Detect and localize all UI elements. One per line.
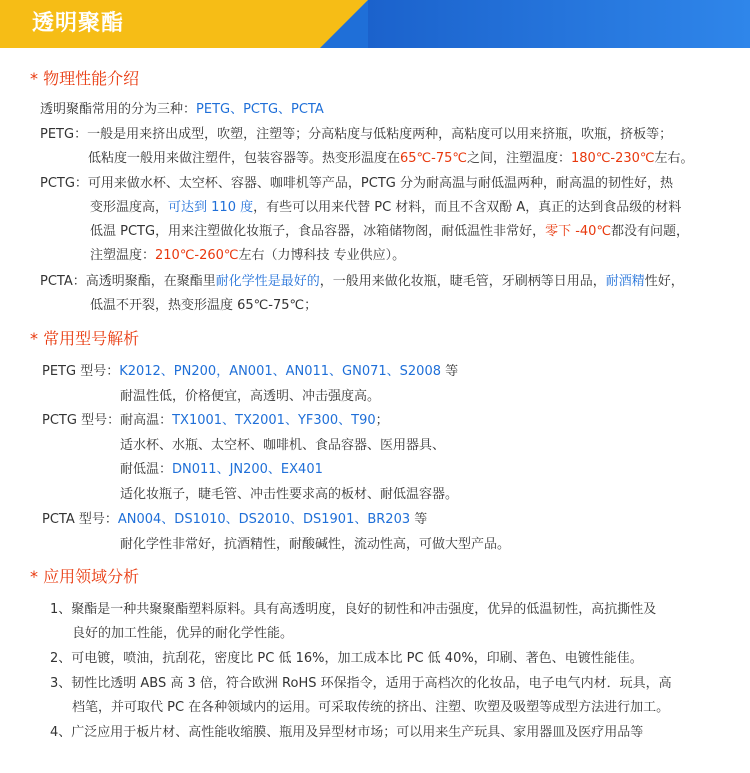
model-pcta-codes: AN004、DS1010、DS2010、DS1901、BR203 (117, 512, 411, 527)
section-heading-models: * 常用型号解析 (30, 329, 140, 348)
pctg-line-2-c: ，有些可以用来代替 PC 材料，而且不含双酚 A，真正的达到食品级的材料 (253, 200, 682, 215)
pctg-line-2 (90, 199, 681, 217)
pcta-alcohol-resistance: 耐酒精 (605, 274, 645, 289)
pcta-chem-resistance: 耐化学性是最好的 (215, 274, 320, 289)
model-pctg-label: PCTG 型号： (42, 413, 121, 428)
pcta-line-1-e: 性好， (644, 274, 684, 289)
application-item-3-line-2: 档笔，并可取代 PC 在各种领域内的运用。可采取传统的挤出、注塑、吹塑及吸塑等成型方法进行加工。 (72, 700, 670, 715)
application-item-1-line-1: 1、聚酯是一种共聚聚酯塑料原料。具有高透明度，良好的韧性和冲击强度，优异的低温韧性，高抗撕性及 (50, 602, 657, 617)
petg-line-2-c: 之间，注塑温度： (467, 151, 572, 166)
application-item-4-line-1: 4、广泛应用于板片材、高性能收缩膜、瓶用及异型材市场；可以用来生产玩具、家用器皿及医疗用品等 (50, 725, 644, 740)
model-pctg-high-line (42, 412, 389, 430)
pctg-minus-40: 零下 -40℃ (545, 224, 612, 239)
model-petg-codes: K2012、PN200，AN001、AN011、GN071、S2008 (119, 364, 441, 379)
application-item-2-line-1: 2、可电镀，喷油，抗刮花，密度比 PC 低 16%，加工成本比 PC 低 40%，印刷、著色、电镀性能佳。 (50, 651, 643, 666)
intro-label: 透明聚酯常用的分为三种： (40, 102, 197, 117)
header-diagonal (320, 0, 368, 48)
model-pctg-low-desc: 适化妆瓶子，睫毛管、冲击性要求高的板材、耐低温容器。 (120, 487, 459, 502)
pctg-line-4-a: 注塑温度： (90, 248, 156, 263)
pctg-line-4-c: 左右（力博科技 专业供应）。 (238, 248, 406, 263)
model-pctg-low-label: 耐低温： (120, 462, 173, 477)
model-pcta-label: PCTA 型号： (42, 512, 118, 527)
pctg-110-degree: 可达到 110 度 (168, 200, 254, 215)
page-title: 透明聚酯 (32, 11, 125, 36)
pctg-line-3-a: 低温 PCTG，用来注塑做化妆瓶子，食品容器，冰箱储物阁，耐低温性非常好， (90, 224, 546, 239)
header-blue-band (368, 0, 750, 48)
section-heading-applications: * 应用领域分析 (30, 567, 140, 586)
model-pctg-low-line (120, 461, 323, 479)
model-petg-suffix: 等 (441, 364, 459, 379)
model-pcta-desc: 耐化学性非常好，抗酒精性，耐酸碱性，流动性高，可做大型产品。 (120, 537, 511, 552)
pctg-line-4 (90, 247, 405, 265)
petg-heat-deflection-temp: 65℃-75℃ (400, 151, 467, 166)
model-pctg-high-codes: TX1001、TX2001、YF300、T90 (172, 413, 376, 428)
pctg-injection-temp: 210℃-260℃ (155, 248, 239, 263)
model-pctg-low-codes: DN011、JN200、EX401 (172, 462, 323, 477)
header-banner (0, 0, 750, 48)
petg-line-2 (88, 150, 694, 168)
pctg-line-2-a: 变形温度高， (90, 200, 169, 215)
application-item-3-line-1: 3、韧性比透明 ABS 高 3 倍，符合欧洲 RoHS 环保指令，适用于高档次的化妆品，电子电气内材．玩具，高 (50, 676, 672, 691)
model-pctg-high-desc: 适水杯、水瓶、太空杯、咖啡机、食品容器、医用器具、 (120, 438, 446, 453)
application-item-1-line-2: 良好的加工性能，优异的耐化学性能。 (72, 626, 294, 641)
pcta-line-1-c: ，一般用来做化妆瓶，睫毛管，牙刷柄等日用品， (319, 274, 606, 289)
section-heading-properties: * 物理性能介绍 (30, 69, 140, 88)
model-petg-line (42, 363, 458, 381)
petg-line-1: PETG：一般是用来挤出成型，吹塑，注塑等；分高粘度与低粘度两种，高粘度可以用来挤瓶，吹瓶，挤板等； (40, 127, 673, 142)
pctg-line-3 (90, 223, 689, 241)
model-pctg-high-suffix: ； (375, 413, 389, 428)
intro-line (40, 101, 324, 119)
pcta-line-1 (40, 273, 684, 291)
model-pcta-suffix: 等 (410, 512, 428, 527)
model-pcta-line (42, 511, 427, 529)
pcta-line-1-a: PCTA：高透明聚酯，在聚酯里 (40, 274, 216, 289)
intro-types: PETG、PCTG、PCTA (196, 102, 324, 117)
pctg-line-3-c: 都没有问题， (611, 224, 690, 239)
model-petg-desc: 耐温性低，价格便宜，高透明、冲击强度高。 (120, 389, 381, 404)
pcta-line-2: 低温不开裂，热变形温度 65℃-75℃； (90, 298, 318, 313)
petg-line-2-a: 低粘度一般用来做注塑件，包装容器等。热变形温度在 (88, 151, 401, 166)
petg-line-2-e: 左右。 (654, 151, 694, 166)
pctg-line-1: PCTG：可用来做水杯、太空杯、容器、咖啡机等产品，PCTG 分为耐高温与耐低温两种，耐高温的韧性好，热 (40, 176, 673, 191)
petg-injection-temp: 180℃-230℃ (571, 151, 655, 166)
model-petg-label: PETG 型号： (42, 364, 120, 379)
model-pctg-high-label: 耐高温： (120, 413, 173, 428)
